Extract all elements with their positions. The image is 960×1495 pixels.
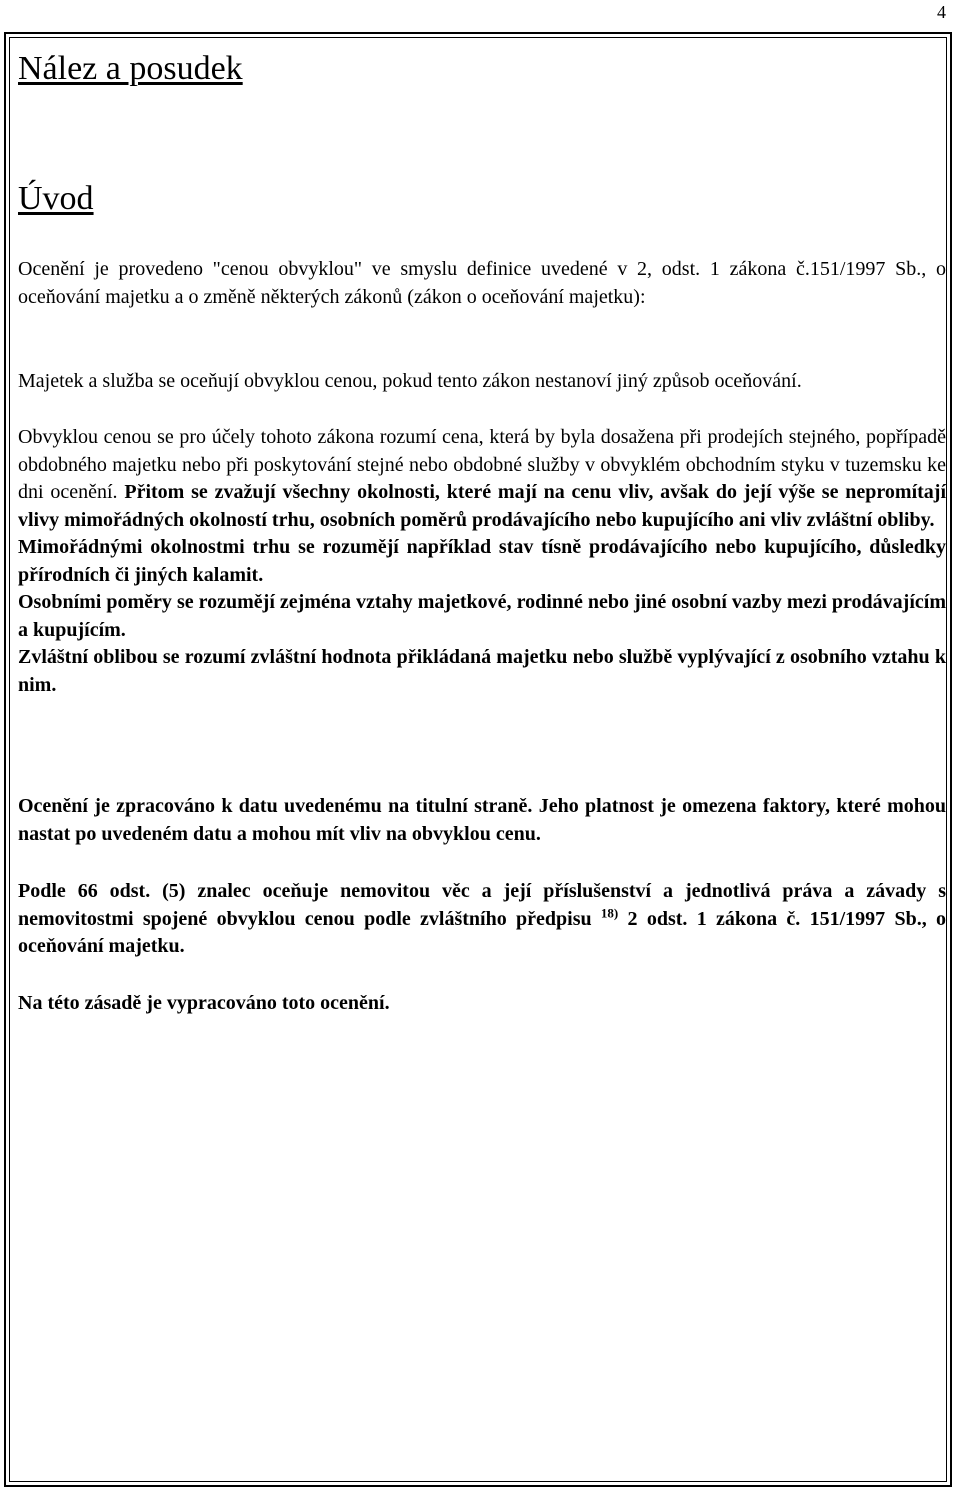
paragraph-valuation-date: Ocenění je zpracováno k datu uvedenému na titulní straně. Jeho platnost je omezena faktory, které mohou nastat po uvedeném datu a mohou mít vliv na obvyklou cenu. xyxy=(18,795,946,845)
paragraph-valuation-rule: Majetek a služba se oceňují obvyklou cenou, pokud tento zákon nestanoví jiný způsob oceňování. xyxy=(18,370,802,392)
page-frame-inner xyxy=(9,37,947,1482)
footnote-reference: 18) xyxy=(600,904,619,920)
personal-relations-text: Osobními poměry se rozumějí zejména vztahy majetkové, rodinné nebo jiné osobní vazby mezi prodávajícím a kupujícím. xyxy=(18,591,946,641)
usual-price-definition-rest: Přitom se zvažují všechny okolnosti, které mají na cenu vliv, avšak do její výše se nepromítají vlivy mimořádných okolností trhu, osobních poměrů prodávajícího nebo kupujícího ani vliv zvláštní obliby. xyxy=(18,481,947,531)
usual-price-definition-lead: Obvyklou cenou se pro účely tohoto zákona rozumí cena, která by byla dosažena při prodejích stejného, popřípadě obdobného majetku nebo při poskytování stejné nebo obdobné služby v obvyklém obchodním styku v tuzemsku ke dni ocenění. xyxy=(18,426,946,503)
page-number: 4 xyxy=(937,2,946,22)
extraordinary-circumstances-text: Mimořádnými okolnostmi trhu se rozumějí například stav tísně prodávajícího nebo kupujícího, důsledky přírodních či jiných kalamit. xyxy=(18,536,946,586)
legal-basis-text-end: 2 odst. 1 zákona č. 151/1997 Sb., o oceňování majetku. xyxy=(18,907,946,957)
special-favor-text: Zvláštní oblibou se rozumí zvláštní hodnota přikládaná majetku nebo službě vyplývající z osobního vztahu k nim. xyxy=(18,646,946,696)
paragraph-closing: Na této zásadě je vypracováno toto ocenění. xyxy=(18,992,390,1014)
section-heading-intro: Úvod xyxy=(18,180,94,217)
legal-basis-text: Podle 66 odst. (5) znalec oceňuje nemovitou věc a její příslušenství a jednotlivá práva a závady s nemovitostmi spojené obvyklou cenou podle zvláštního předpisu xyxy=(18,880,946,930)
paragraph-legal-basis xyxy=(18,878,946,961)
paragraph-definition-reference: Ocenění je provedeno "cenou obvyklou" ve smyslu definice uvedené v 2, odst. 1 zákona č.151/1997 Sb., o oceňování majetku a o změně některých zákonů (zákon o oceňování majetku): xyxy=(18,258,946,308)
paragraph-usual-price-definition xyxy=(18,424,946,699)
page-frame xyxy=(4,32,952,1487)
page-title: Nález a posudek xyxy=(18,50,243,87)
